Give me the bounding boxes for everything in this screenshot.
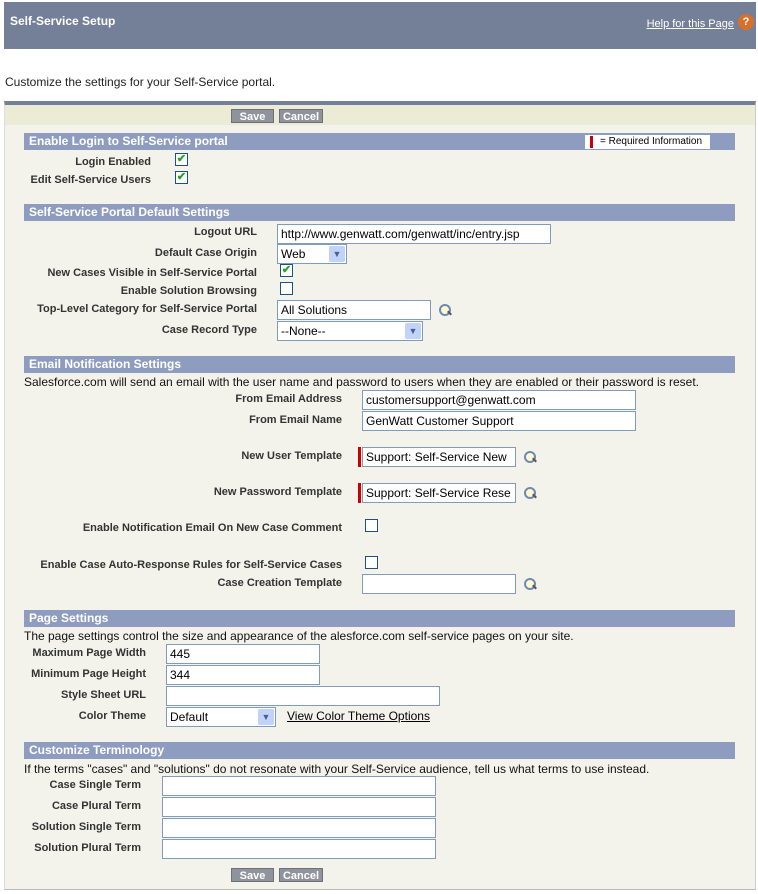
- case-plural-label: Case Plural Term: [51, 800, 141, 812]
- section-header-page: Page Settings: [24, 610, 735, 627]
- from-name-input[interactable]: GenWatt Customer Support: [362, 411, 636, 431]
- chevron-down-icon: ▼: [405, 323, 421, 339]
- lookup-icon[interactable]: [522, 485, 538, 501]
- top-category-input[interactable]: All Solutions: [277, 300, 431, 320]
- notify-comment-checkbox[interactable]: [365, 519, 378, 532]
- new-user-template-input[interactable]: Support: Self-Service New: [362, 447, 516, 467]
- terminology-description: If the terms "cases" and "solutions" do not resonate with your Self-Service audience, tell us what terms to use instead.: [24, 762, 650, 776]
- view-color-theme-link[interactable]: View Color Theme Options: [287, 709, 430, 723]
- logout-url-label: Logout URL: [194, 226, 257, 238]
- new-cases-visible-checkbox[interactable]: ✔: [281, 264, 292, 276]
- cancel-button[interactable]: Cancel: [279, 109, 323, 123]
- solution-single-label: Solution Single Term: [31, 821, 141, 833]
- required-indicator: [358, 483, 361, 503]
- lookup-icon[interactable]: [522, 449, 538, 465]
- logout-url-input[interactable]: http://www.genwatt.com/genwatt/inc/entry.jsp: [277, 224, 551, 244]
- login-enabled-label: Login Enabled: [75, 156, 151, 168]
- edit-users-label: Edit Self-Service Users: [30, 174, 151, 186]
- solution-browsing-checkbox[interactable]: [280, 282, 293, 295]
- stylesheet-input[interactable]: [166, 686, 440, 706]
- case-plural-input[interactable]: [162, 797, 436, 817]
- login-enabled-checkbox[interactable]: ✔: [176, 153, 187, 165]
- section-header-terminology: Customize Terminology: [24, 742, 735, 759]
- solution-single-input[interactable]: [162, 818, 436, 838]
- required-legend-text: = Required Information: [600, 136, 703, 147]
- min-height-input[interactable]: 344: [166, 665, 320, 685]
- help-link[interactable]: Help for this Page: [646, 18, 734, 30]
- case-creation-template-input[interactable]: [362, 574, 516, 594]
- required-bar-icon: [590, 136, 593, 148]
- max-width-input[interactable]: 445: [166, 644, 320, 664]
- max-width-label: Maximum Page Width: [32, 647, 146, 659]
- from-name-label: From Email Name: [249, 414, 342, 426]
- min-height-label: Minimum Page Height: [31, 668, 146, 680]
- save-button-bottom[interactable]: Save: [231, 868, 274, 882]
- from-address-input[interactable]: customersupport@genwatt.com: [362, 390, 636, 410]
- record-type-value: --None--: [281, 324, 326, 338]
- page-header: [4, 2, 756, 49]
- question-icon[interactable]: ?: [738, 14, 754, 30]
- case-origin-label: Default Case Origin: [154, 247, 257, 259]
- color-theme-value: Default: [170, 710, 209, 724]
- new-user-template-label: New User Template: [241, 450, 342, 462]
- chevron-down-icon: ▼: [258, 709, 274, 725]
- top-button-bar: [5, 105, 755, 125]
- section-header-login: Enable Login to Self-Service portal: [24, 133, 735, 150]
- case-single-input[interactable]: [162, 776, 436, 796]
- new-password-template-label: New Password Template: [213, 486, 342, 498]
- solution-plural-input[interactable]: [162, 839, 436, 859]
- case-origin-value: Web: [281, 247, 306, 261]
- from-address-label: From Email Address: [235, 393, 342, 405]
- color-theme-select[interactable]: [166, 707, 276, 727]
- auto-response-label: Enable Case Auto-Response Rules for Self-Service Cases: [40, 559, 342, 571]
- section-header-email: Email Notification Settings: [24, 356, 735, 373]
- new-password-template-input[interactable]: Support: Self-Service Rese: [362, 483, 516, 503]
- intro-text: Customize the settings for your Self-Service portal.: [5, 75, 276, 89]
- record-type-label: Case Record Type: [161, 324, 257, 336]
- required-legend: [585, 135, 710, 149]
- lookup-icon[interactable]: [522, 576, 538, 592]
- case-creation-template-label: Case Creation Template: [217, 577, 342, 589]
- new-cases-visible-label: New Cases Visible in Self-Service Portal: [47, 267, 257, 279]
- notify-comment-label: Enable Notification Email On New Case Comment: [82, 522, 342, 534]
- stylesheet-label: Style Sheet URL: [61, 689, 146, 701]
- case-origin-select[interactable]: [277, 244, 347, 264]
- solution-plural-label: Solution Plural Term: [34, 842, 141, 854]
- solution-browsing-label: Enable Solution Browsing: [120, 285, 257, 297]
- record-type-select[interactable]: [277, 321, 423, 341]
- cancel-button-bottom[interactable]: Cancel: [279, 868, 323, 882]
- save-button[interactable]: Save: [231, 109, 274, 123]
- edit-users-checkbox[interactable]: ✔: [176, 171, 187, 183]
- case-single-label: Case Single Term: [49, 779, 141, 791]
- top-category-label: Top-Level Category for Self-Service Portal: [37, 303, 257, 315]
- color-theme-label: Color Theme: [78, 710, 146, 722]
- chevron-down-icon: ▼: [329, 246, 345, 262]
- lookup-icon[interactable]: [437, 302, 453, 318]
- auto-response-checkbox[interactable]: [365, 556, 378, 569]
- email-description: Salesforce.com will send an email with the user name and password to users when they are enabled or their password is reset.: [24, 375, 700, 389]
- section-header-defaults: Self-Service Portal Default Settings: [24, 204, 735, 221]
- required-indicator: [358, 447, 361, 467]
- page-description: The page settings control the size and appearance of the alesforce.com self-service pages on your site.: [24, 629, 574, 643]
- page-title: Self-Service Setup: [10, 14, 116, 28]
